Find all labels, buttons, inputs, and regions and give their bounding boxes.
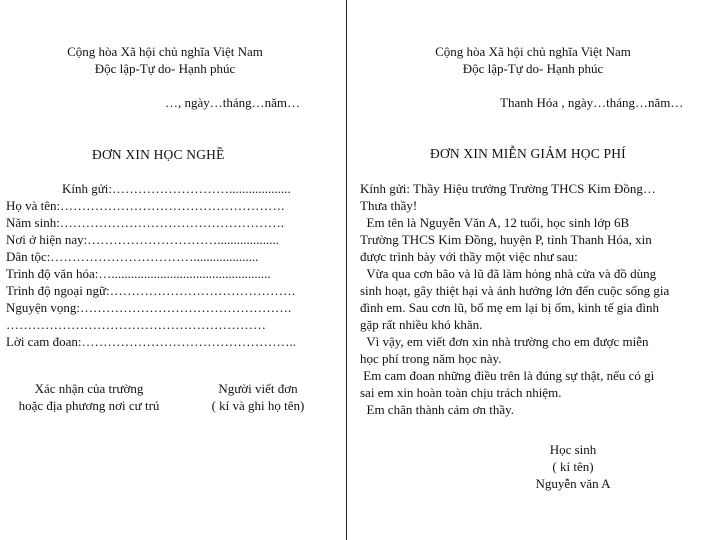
field-commitment[interactable]: Lời cam đoan:………………………………………….. <box>6 334 296 349</box>
body-line: Em chân thành cảm ơn thầy. <box>360 402 515 417</box>
date-line: …, ngày…tháng…năm… <box>165 95 301 110</box>
confirmation-block <box>0 380 178 414</box>
body-line: học phí trong năm học này. <box>360 351 502 366</box>
field-education-level[interactable]: Trình độ văn hóa:…................................................. <box>6 266 271 281</box>
body-line: Trường THCS Kim Đồng, huyện P, tỉnh Thanh Hóa, xin <box>360 232 652 247</box>
national-header-line1: Cộng hòa Xã hội chủ nghĩa Việt Nam <box>67 44 263 59</box>
signature-name: Nguyễn văn A <box>535 476 611 491</box>
field-full-name[interactable]: Họ và tên:……………………………………………. <box>6 198 285 213</box>
body-line: Em cam đoan những điều trên là đúng sự thật, nếu có gì <box>360 368 655 383</box>
vocational-application-form <box>0 0 347 540</box>
body-line: Vừa qua cơn bão và lũ đã làm hỏng nhà cửa và đồ dùng <box>360 266 657 281</box>
field-birth-year[interactable]: Năm sinh:……………………………………………. <box>6 215 285 230</box>
student-signature-block <box>498 441 648 492</box>
date-line: Thanh Hóa , ngày…tháng…năm… <box>500 95 684 110</box>
signature-role: Học sinh <box>549 442 597 457</box>
body-line: Kính gửi: Thầy Hiệu trưởng Trường THCS Kim Đồng… <box>360 181 656 196</box>
national-header <box>378 43 688 77</box>
national-header-line2: Độc lập-Tự do- Hạnh phúc <box>462 61 604 76</box>
confirmation-line1: Xác nhận của trường <box>34 381 144 396</box>
signature-note: ( kí tên) <box>552 459 594 474</box>
field-ethnicity[interactable]: Dân tộc:…………………………….................... <box>6 249 259 264</box>
letter-title: ĐƠN XIN MIỄN GIẢM HỌC PHÍ <box>430 146 626 161</box>
body-line: sinh hoạt, gây thiệt hại và ảnh hưởng lớn đến cuộc sống gia <box>360 283 670 298</box>
greeting: Kính gửi:………………………................... <box>62 181 291 196</box>
field-address[interactable]: Nơi ở hiện nay:…………………………................... <box>6 232 280 247</box>
letter-body <box>360 180 710 418</box>
writer-line1: Người viết đơn <box>218 381 298 396</box>
national-header-line1: Cộng hòa Xã hội chủ nghĩa Việt Nam <box>435 44 631 59</box>
body-line: đình em. Sau cơn lũ, bố mẹ em lại bị ốm, kinh tế gia đình <box>360 300 659 315</box>
national-header <box>0 43 330 77</box>
body-line: sai em xin hoàn toàn chịu trách nhiệm. <box>360 385 562 400</box>
national-header-line2: Độc lập-Tự do- Hạnh phúc <box>94 61 236 76</box>
body-line: Em tên là Nguyễn Văn A, 12 tuổi, học sinh lớp 6B <box>360 215 630 230</box>
body-line: gặp rất nhiều khó khăn. <box>360 317 483 332</box>
body-line: Thưa thầy! <box>360 198 418 213</box>
form-title: ĐƠN XIN HỌC NGHỀ <box>92 147 225 162</box>
writer-line2: ( kí và ghi họ tên) <box>211 398 305 413</box>
body-line: được trình bày với thầy một việc như sau: <box>360 249 578 264</box>
field-language-level[interactable]: Trình độ ngoại ngữ:……………………………………. <box>6 283 295 298</box>
writer-signature-block <box>196 380 320 414</box>
body-line: Vì vậy, em viết đơn xin nhà trường cho em được miễn <box>360 334 649 349</box>
tuition-exemption-letter <box>348 0 720 540</box>
confirmation-line2: hoặc địa phương nơi cư trú <box>18 398 160 413</box>
field-aspiration[interactable]: Nguyện vọng:…………………………………………. <box>6 300 292 315</box>
field-aspiration-continued[interactable]: …………………………………………………… <box>6 317 266 332</box>
